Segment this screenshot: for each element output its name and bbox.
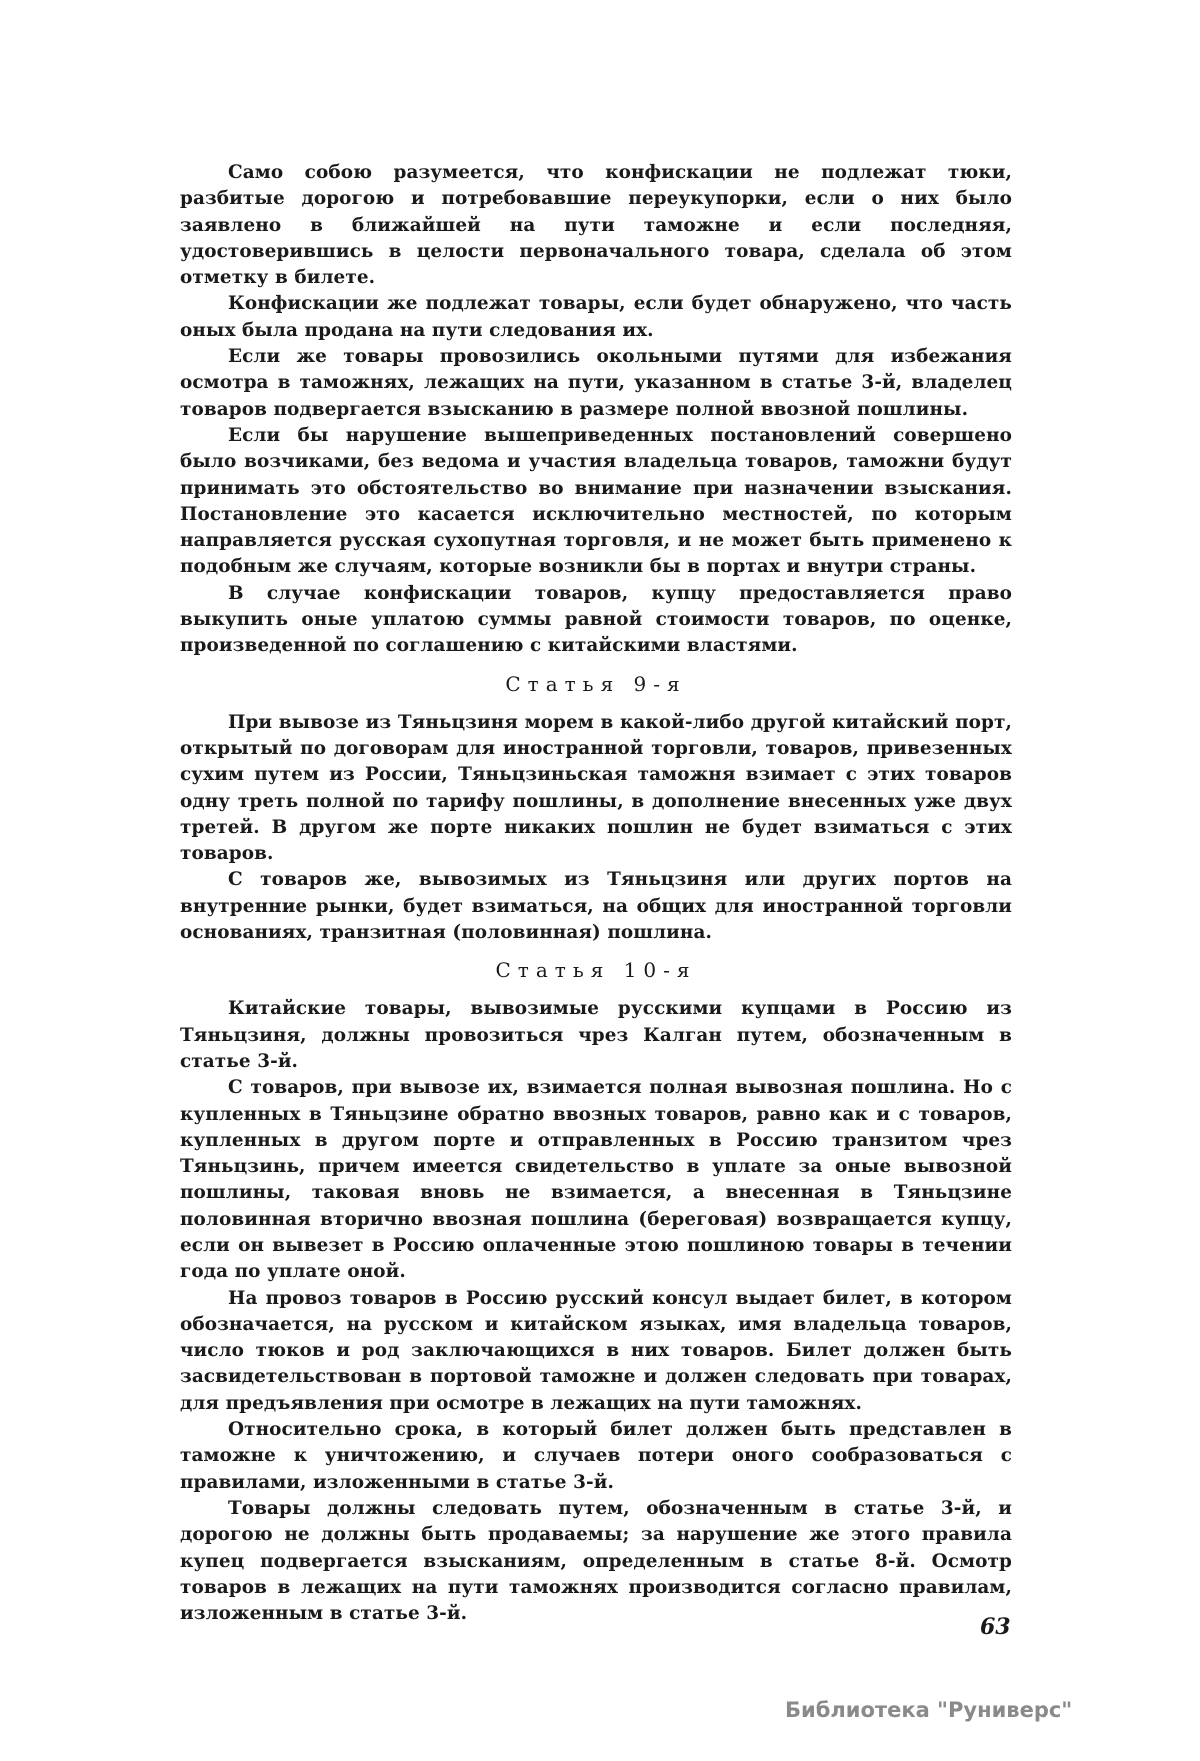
paragraph: Если же товары провозились окольными путями для избежания осмотра в таможнях, лежащих на пути, указанном в статье 3-й, владелец товаров подвергается взысканию в размере полной ввозной пошлины. bbox=[180, 346, 1012, 420]
paragraph: С товаров, при вывозе их, взимается полная вывозная пошлина. Но с купленных в Тяньцзине обратно ввозных товаров, равно как и с товаров, купленных в другом порте и отправленных в Россию транзитом чрез Тяньцзинь, причем имеется свидетельство в уплате за оные вывозной пошлины, таковая вновь не взимается, а внесенная в Тяньцзине половинная вторично ввозная пошлина (береговая) возвращается купцу, если он вывезет в Россию оплаченные этою пошлиною товары в течении года по уплате оной. bbox=[180, 1077, 1012, 1283]
article-10-heading: Статья 10-я bbox=[495, 958, 697, 983]
page-number: 63 bbox=[980, 1614, 1011, 1640]
paragraph: Товары должны следовать путем, обозначенным в статье 3-й, и дорогою не должны быть продаваемы; за нарушение же этого правила купец подвергается взысканиям, определенным в статье 8-й. Осмотр товаров в лежащих на пути таможнях производится согласно правилам, изложенным в статье 3-й. bbox=[180, 1497, 1012, 1625]
paragraph: При вывозе из Тяньцзиня морем в какой-либо другой китайский порт, открытый по договорам для иностранной торговли, товаров, привезенных сухим путем из России, Тяньцзиньская таможня взимает с этих товаров одну треть полной по тарифу пошлины, в дополнение внесенных уже двух третей. В другом же порте никаких пошлин не будет взиматься с этих товаров. bbox=[180, 711, 1012, 865]
article-9-heading: Статья 9-я bbox=[505, 671, 687, 696]
paragraph: Конфискации же подлежат товары, если будет обнаружено, что часть оных была продана на пути следования их. bbox=[180, 293, 1012, 341]
paragraph: Само собою разумеется, что конфискации не подлежат тюки, разбитые дорогою и потребовавшие переукупорки, если о них было заявлено в ближайшей на пути таможне и если последняя, удостоверившись в целости первоначального товара, сделала об этом отметку в билете. bbox=[180, 162, 1012, 289]
paragraph: Относительно срока, в который билет должен быть представлен в таможне к уничтожению, и случаев потери оного сообразоваться с правилами, изложенными в статье 3-й. bbox=[180, 1419, 1012, 1493]
paragraph: Китайские товары, вывозимые русскими купцами в Россию из Тяньцзиня, должны провозиться чрез Калган путем, обозначенным в статье 3-й. bbox=[180, 998, 1012, 1072]
paragraph: Если бы нарушение вышеприведенных постановлений совершено было возчиками, без ведома и участия владельца товаров, таможни будут принимать это обстоятельство во внимание при назначении взыскания. Постановление это касается исключительно местностей, по которым направляется русская сухопутная торговля, и не может быть применено к подобным же случаям, которые возникли бы в портах и внутри страны. bbox=[180, 424, 1012, 578]
paragraph: На провоз товаров в Россию русский консул выдает билет, в котором обозначается, на русском и китайском языках, имя владельца товаров, число тюков и род заключающихся в них товаров. Билет должен быть засвидетельствован в портовой таможне и должен следовать при товарах, для предъявления при осмотре в лежащих на пути таможнях. bbox=[180, 1287, 1012, 1414]
page-body bbox=[180, 160, 1012, 1627]
paragraph: С товаров же, вывозимых из Тяньцзиня или других портов на внутренние рынки, будет взиматься, на общих для иностранной торговли основаниях, транзитная (половинная) пошлина. bbox=[180, 869, 1012, 944]
paragraph: В случае конфискации товаров, купцу предоставляется право выкупить оные уплатою суммы равной стоимости товаров, по оценке, произведенной по соглашению с китайскими властями. bbox=[180, 582, 1012, 657]
library-watermark: Библиотека "Руниверс" bbox=[785, 1698, 1073, 1722]
